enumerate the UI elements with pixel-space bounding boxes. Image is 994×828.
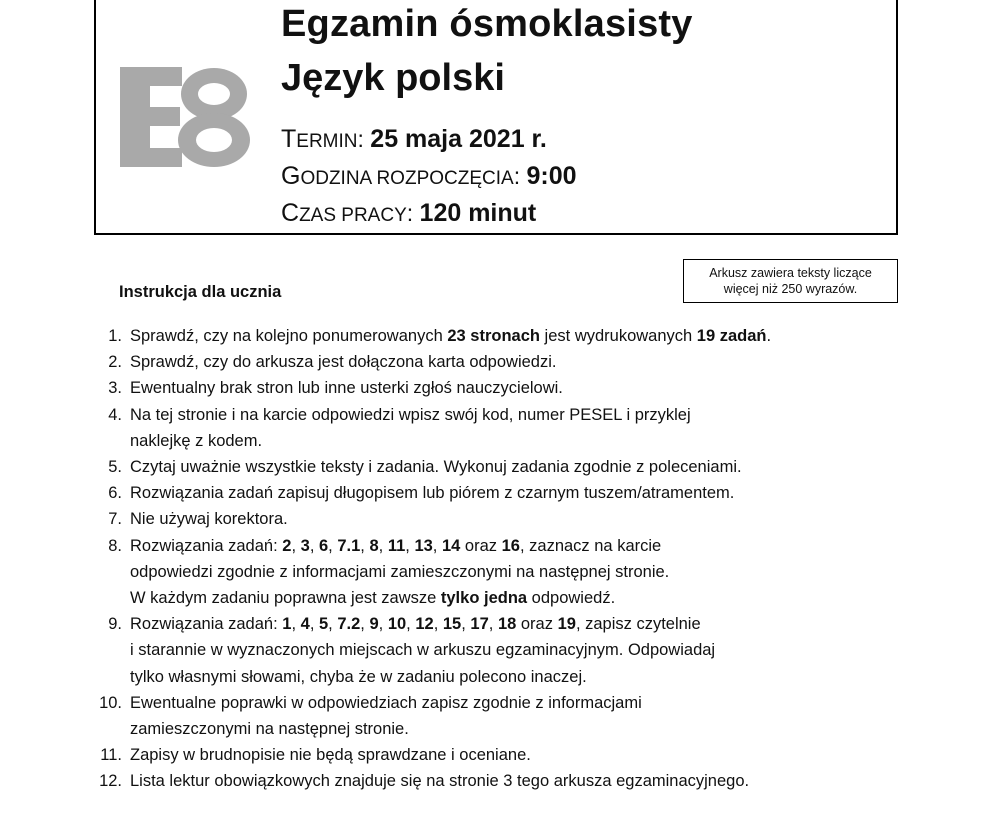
text-run: , — [433, 615, 443, 634]
emphasis-text: 13 — [414, 536, 433, 555]
instruction-number: 3. — [108, 379, 122, 398]
text-run: Rozwiązania zadań zapisuj długopisem lub piórem z czarnym tuszem/atramentem. — [130, 484, 735, 503]
text-run: zamieszczonymi na następnej stronie. — [130, 720, 409, 739]
emphasis-text: 11 — [387, 536, 406, 555]
instruction-line — [130, 637, 946, 663]
duration-label-rest: ZAS PRACY — [299, 205, 407, 226]
instruction-line — [130, 533, 946, 559]
emphasis-text: 8 — [369, 536, 379, 555]
emphasis-text: 9 — [369, 615, 379, 634]
text-run: , — [360, 615, 370, 634]
instruction-text — [130, 611, 946, 690]
instruction-line — [130, 480, 946, 506]
date-value: 25 maja 2021 r. — [370, 125, 547, 153]
instruction-number: 6. — [108, 484, 122, 503]
instruction-line — [130, 506, 946, 532]
note-line: Arkusz zawiera teksty liczące — [709, 266, 872, 280]
exam-title: Egzamin ósmoklasisty — [281, 3, 693, 45]
text-run: , zapisz czytelnie — [575, 615, 701, 634]
instruction-item — [86, 533, 946, 612]
text-run: oraz — [460, 536, 502, 555]
instruction-line — [130, 742, 946, 768]
instruction-text — [130, 533, 946, 612]
exam-subject: Język polski — [281, 57, 505, 99]
note-line: więcej niż 250 wyrazów. — [723, 282, 858, 296]
instruction-item — [86, 768, 946, 794]
word-count-note — [683, 259, 898, 303]
instruction-text — [130, 480, 946, 506]
text-run: , — [291, 615, 301, 634]
instruction-text — [130, 690, 946, 742]
emphasis-text: 15 — [442, 615, 462, 634]
text-run: naklejkę z kodem. — [130, 431, 263, 450]
instruction-item — [86, 454, 946, 480]
emphasis-text: 12 — [415, 615, 434, 634]
text-run: , — [406, 615, 416, 634]
e8-logo — [120, 67, 252, 167]
exam-duration: CZAS PRACY: 120 minut — [281, 199, 537, 227]
text-run: Nie używaj korektora. — [130, 510, 288, 529]
emphasis-text: 2 — [282, 536, 292, 555]
instruction-line — [130, 323, 946, 349]
emphasis-text: 10 — [387, 615, 407, 634]
text-run: Ewentualne poprawki w odpowiedziach zapisz zgodnie z informacjami — [130, 693, 642, 712]
instruction-text — [130, 742, 946, 768]
instruction-item — [86, 611, 946, 690]
instruction-text — [130, 768, 946, 794]
emphasis-text: 7.2 — [337, 615, 361, 634]
emphasis-text: 5 — [318, 615, 329, 634]
text-run: , — [291, 536, 301, 555]
emphasis-text: 16 — [501, 536, 520, 555]
instruction-text — [130, 402, 946, 454]
exam-header-box — [94, 0, 898, 235]
emphasis-text: 3 — [300, 536, 310, 555]
text-run: , — [432, 536, 442, 555]
duration-label-initial: C — [281, 199, 300, 227]
instruction-number: 5. — [108, 458, 122, 477]
text-run: , — [309, 615, 319, 634]
instruction-item — [86, 742, 946, 768]
text-run: Sprawdź, czy na kolejno ponumerowanych — [130, 327, 448, 345]
text-run: Rozwiązania zadań: — [130, 536, 283, 555]
instruction-text — [130, 506, 946, 532]
instruction-text — [130, 375, 946, 401]
instructions-list — [86, 323, 946, 795]
instruction-line — [130, 585, 946, 611]
instruction-item — [86, 690, 946, 742]
text-run: , zaznacz na karcie — [519, 536, 662, 555]
instruction-line — [130, 402, 946, 428]
emphasis-text: tylko jedna — [440, 589, 528, 608]
text-run: , — [378, 615, 388, 634]
emphasis-text: 19 — [557, 615, 576, 634]
emphasis-text: 1 — [282, 615, 292, 634]
instruction-line — [130, 375, 946, 401]
text-run: Na tej stronie i na karcie odpowiedzi wpisz swój kod, numer PESEL i przyklej — [130, 405, 691, 424]
text-run: i starannie w wyznaczonych miejscach w arkuszu egzaminacyjnym. Odpowiadaj — [130, 641, 716, 660]
date-label-rest: ERMIN — [296, 131, 358, 152]
instruction-number: 12. — [99, 772, 122, 791]
text-run: odpowiedź. — [527, 589, 616, 608]
emphasis-text: 7.1 — [337, 536, 361, 555]
text-run: oraz — [516, 615, 558, 634]
text-run: , — [328, 536, 338, 555]
text-run: Rozwiązania zadań: — [130, 615, 283, 634]
text-run: tylko własnymi słowami, chyba że w zadaniu polecono inaczej. — [130, 667, 587, 686]
text-run: , — [405, 536, 415, 555]
text-run: W każdym zadaniu poprawna jest zawsze — [130, 589, 441, 608]
instruction-number: 7. — [108, 510, 122, 529]
instruction-number: 11. — [100, 746, 122, 765]
instruction-line — [130, 716, 946, 742]
text-run: Zapisy w brudnopisie nie będą sprawdzane i oceniane. — [130, 746, 531, 765]
emphasis-text: 17 — [470, 615, 489, 634]
emphasis-text: 4 — [300, 615, 310, 634]
text-run: odpowiedzi zgodnie z informacjami zamieszczonymi na następnej stronie. — [130, 562, 670, 581]
exam-date: TERMIN: 25 maja 2021 r. — [281, 125, 547, 153]
instruction-number: 9. — [108, 615, 122, 634]
emphasis-text: 18 — [497, 615, 517, 634]
text-run: , — [309, 536, 319, 555]
emphasis-text: 14 — [441, 536, 461, 555]
instruction-text — [130, 349, 946, 375]
instruction-number: 2. — [108, 353, 122, 372]
instruction-item — [86, 349, 946, 375]
instruction-item — [86, 480, 946, 506]
instruction-line — [130, 768, 946, 794]
instruction-line — [130, 559, 946, 585]
instructions-title: Instrukcja dla ucznia — [119, 283, 282, 301]
text-run: , — [360, 536, 370, 555]
text-run: , — [488, 615, 498, 634]
instruction-number: 10. — [99, 693, 122, 712]
instruction-text — [130, 323, 946, 349]
instruction-item — [86, 402, 946, 454]
start-label-initial: G — [281, 162, 301, 190]
instruction-line — [130, 611, 946, 637]
instruction-item — [86, 323, 946, 349]
text-run: , — [461, 615, 471, 634]
duration-value: 120 minut — [419, 199, 537, 227]
exam-start-time: GODZINA ROZPOCZĘCIA: 9:00 — [281, 162, 577, 190]
start-label-rest: ODZINA ROZPOCZĘCIA — [300, 168, 514, 189]
text-run: , — [378, 536, 388, 555]
instruction-line — [130, 428, 946, 454]
instruction-text — [130, 454, 946, 480]
instruction-line — [130, 454, 946, 480]
text-run: Lista lektur obowiązkowych znajduje się na stronie 3 tego arkusza egzaminacyjnego. — [130, 772, 750, 791]
text-run: Czytaj uważnie wszystkie teksty i zadania. Wykonuj zadania zgodnie z poleceniami. — [130, 458, 742, 477]
emphasis-text: 23 stronach — [447, 327, 540, 345]
text-run: Sprawdź, czy do arkusza jest dołączona karta odpowiedzi. — [130, 353, 557, 372]
instruction-item — [86, 375, 946, 401]
instruction-number: 8. — [108, 536, 122, 555]
text-run: Ewentualny brak stron lub inne usterki zgłoś nauczycielowi. — [130, 379, 563, 398]
text-run: , — [328, 615, 338, 634]
instruction-line — [130, 664, 946, 690]
instruction-item — [86, 506, 946, 532]
date-label-initial: T — [281, 125, 297, 153]
text-run: jest wydrukowanych — [539, 327, 697, 345]
instruction-number: 4. — [108, 405, 122, 424]
instruction-number: 1. — [108, 327, 122, 345]
text-run: . — [766, 327, 772, 345]
emphasis-text: 19 zadań — [696, 327, 767, 345]
instruction-line — [130, 349, 946, 375]
emphasis-text: 6 — [318, 536, 329, 555]
instruction-line — [130, 690, 946, 716]
start-value: 9:00 — [526, 162, 577, 190]
